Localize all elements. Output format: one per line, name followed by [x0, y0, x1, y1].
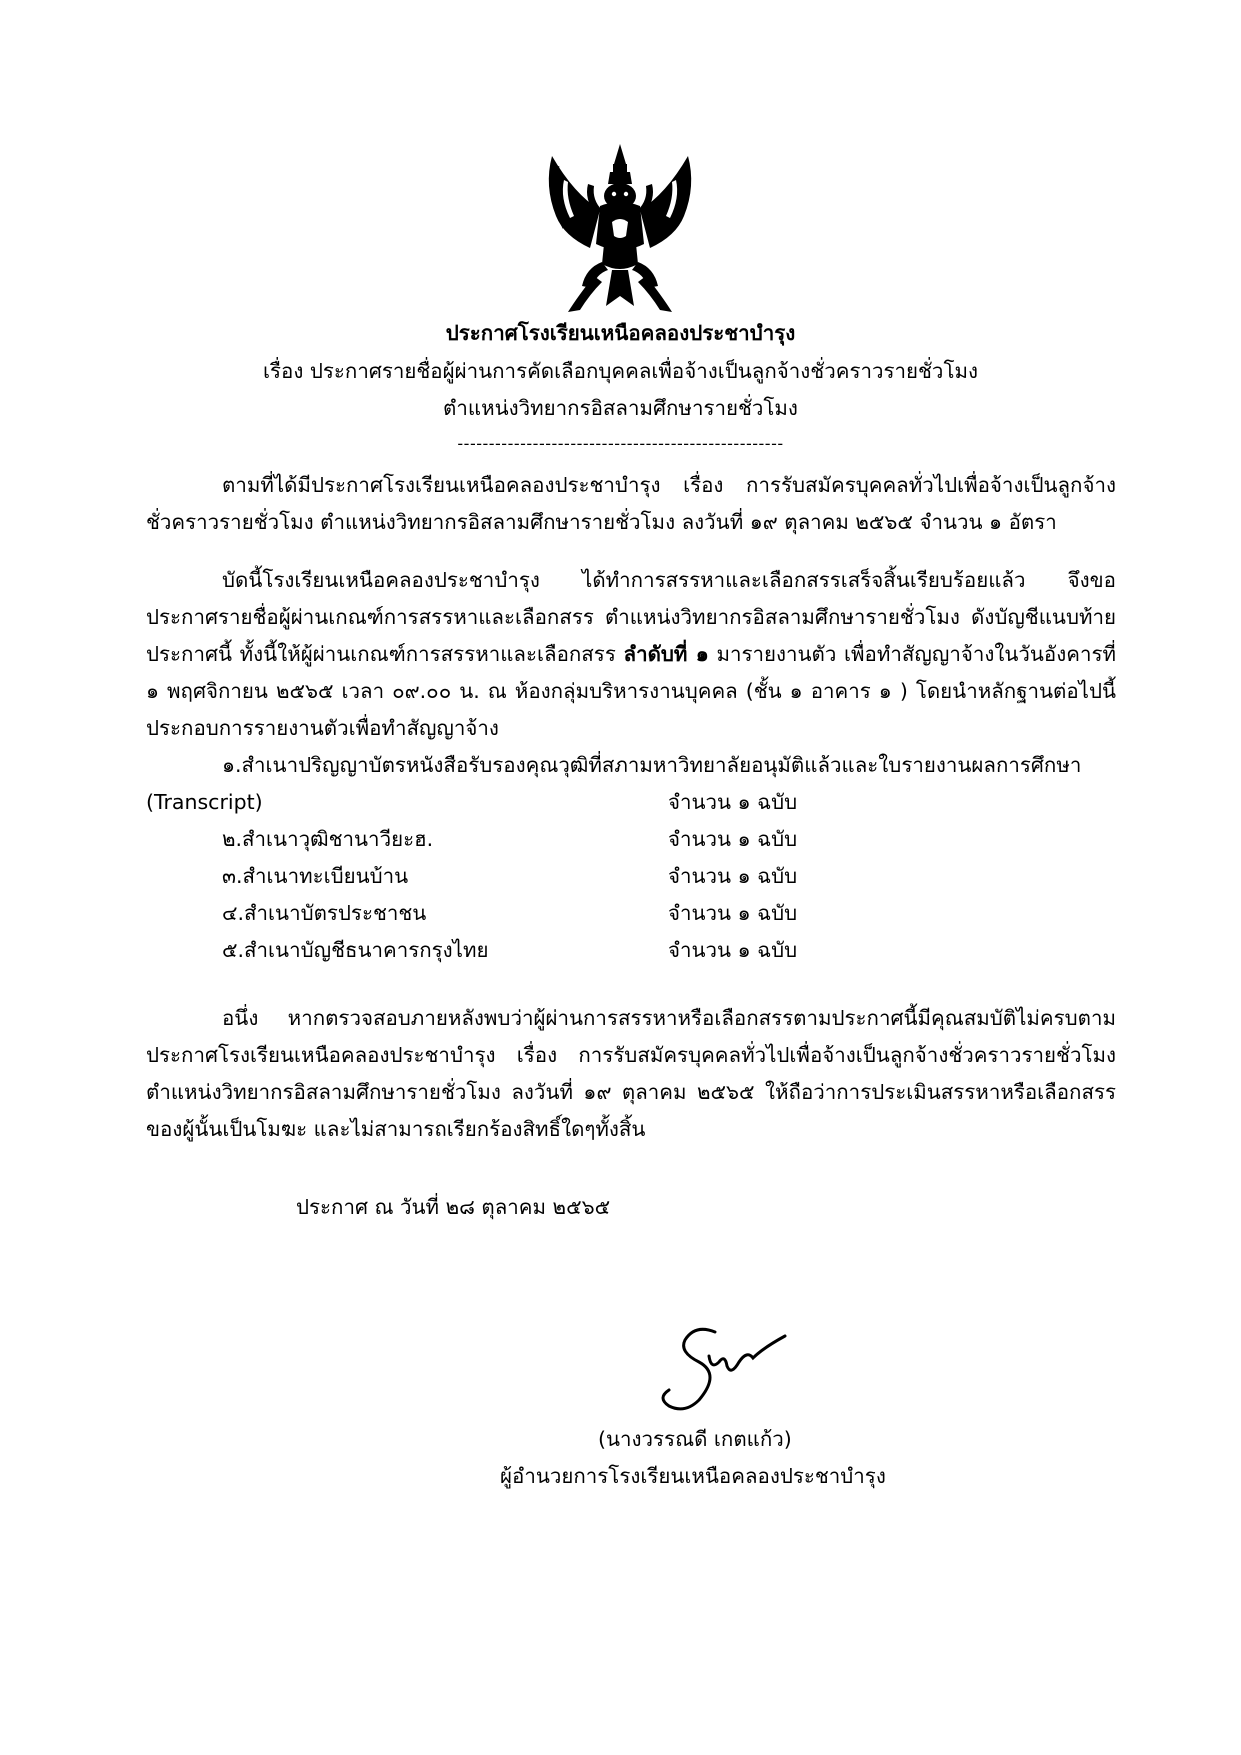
rank-label: ลำดับที่ ๑ [623, 642, 709, 666]
paragraph-announcement [146, 562, 1116, 747]
document-item-1: ๑.สำเนาปริญญาบัตรหนังสือรับรองคุณวุฒิที่สภามหาวิทยาลัยอนุมัติแล้วและใบรายงานผลการศึกษา [222, 753, 1082, 777]
signatory-title: ผู้อำนวยการโรงเรียนเหนือคลองประชาบำรุง [500, 1464, 886, 1488]
garuda-emblem-icon [534, 136, 706, 316]
document-item-4-qty: จำนวน ๑ ฉบับ [668, 901, 798, 925]
signature-mark [655, 1318, 805, 1418]
paragraph-notice-text: อนึ่ง หากตรวจสอบภายหลังพบว่าผู้ผ่านการสรรหาหรือเลือกสรรตามประกาศนี้มีคุณสมบัติไม่ครบตาม ประกาศโรงเรียนเหนือคลองประชาบำรุง เรื่อง การรับสมัครบุคคลทั่วไปเพื่อจ้างเป็นลูกจ้างชั่วคราวรายชั่วโมง ตำแหน่งวิทยากรอิสลามศึกษารายชั่วโมง ลงวันที่ ๑๙ ตุลาคม ๒๕๖๕ ให้ถือว่าการประเมินสรรหาหรือเลือกสรร ของผู้นั้นเป็นโมฆะ และไม่สามารถเรียกร้องสิทธิ์ใดๆทั้งสิ้น [146, 1006, 1116, 1141]
paragraph-intro-text: ตามที่ได้มีประกาศโรงเรียนเหนือคลองประชาบำรุง เรื่อง การรับสมัครบุคคลทั่วไปเพื่อจ้างเป็นลูกจ้างชั่วคราวรายชั่วโมง ตำแหน่งวิทยากรอิสลามศึกษารายชั่วโมง ลงวันที่ ๑๙ ตุลาคม ๒๕๖๕ จำนวน ๑ อัตรา [146, 473, 1116, 534]
document-item-1-qty: จำนวน ๑ ฉบับ [668, 790, 798, 814]
paragraph-announcement-part1: บัดนี้โรงเรียนเหนือคลองประชาบำรุง ได้ทำการสรรหาและเลือกสรรเสร็จสิ้นเรียบร้อยแล้ว จึงขอประกาศรายชื่อผู้ผ่านเกณฑ์การสรรหาและเลือกสรร ตำแหน่งวิทยากรอิสลามศึกษารายชั่วโมง ดังบัญชีแนบท้ายประกาศนี้ ทั้งนี้ให้ผู้ผ่านเกณฑ์การสรรหาและเลือกสรร [146, 568, 1116, 666]
announcement-subject: เรื่อง ประกาศรายชื่อผู้ผ่านการคัดเลือกบุคคลเพื่อจ้างเป็นลูกจ้างชั่วคราวรายชั่วโมง [263, 359, 978, 383]
paragraph-notice [146, 1000, 1116, 1148]
document-item-5-qty: จำนวน ๑ ฉบับ [668, 938, 798, 962]
document-item-2-qty: จำนวน ๑ ฉบับ [668, 827, 798, 851]
paragraph-intro [146, 467, 1116, 541]
header-divider: ---------------------------------------------------- [457, 434, 784, 453]
announcement-position: ตำแหน่งวิทยากรอิสลามศึกษารายชั่วโมง [443, 396, 798, 420]
announcement-title: ประกาศโรงเรียนเหนือคลองประชาบำรุง [445, 321, 796, 345]
document-item-4: ๔.สำเนาบัตรประชาชน [222, 901, 427, 925]
document-item-5: ๕.สำเนาบัญชีธนาคารกรุงไทย [222, 938, 489, 962]
signatory-name: (นางวรรณดี เกตแก้ว) [598, 1427, 792, 1451]
document-item-1-cont: (Transcript) [146, 790, 263, 814]
announce-date: ประกาศ ณ วันที่ ๒๘ ตุลาคม ๒๕๖๕ [296, 1195, 611, 1219]
document-item-3: ๓.สำเนาทะเบียนบ้าน [222, 864, 409, 888]
paragraph-announcement-part2: มารายงานตัว เพื่อทำสัญญาจ้างในวันอังคารที่ ๑ พฤศจิกายน ๒๕๖๕ เวลา ๐๙.๐๐ น. ณ ห้องกลุ่มบริหารงานบุคคล (ชั้น ๑ อาคาร ๑ ) โดยนำหลักฐานต่อไปนี้ประกอบการรายงานตัวเพื่อทำสัญญาจ้าง [146, 642, 1116, 740]
document-item-2: ๒.สำเนาวุฒิชานาวียะฮ. [222, 827, 434, 851]
paragraph-announcement-text [146, 562, 1116, 747]
document-item-3-qty: จำนวน ๑ ฉบับ [668, 864, 798, 888]
